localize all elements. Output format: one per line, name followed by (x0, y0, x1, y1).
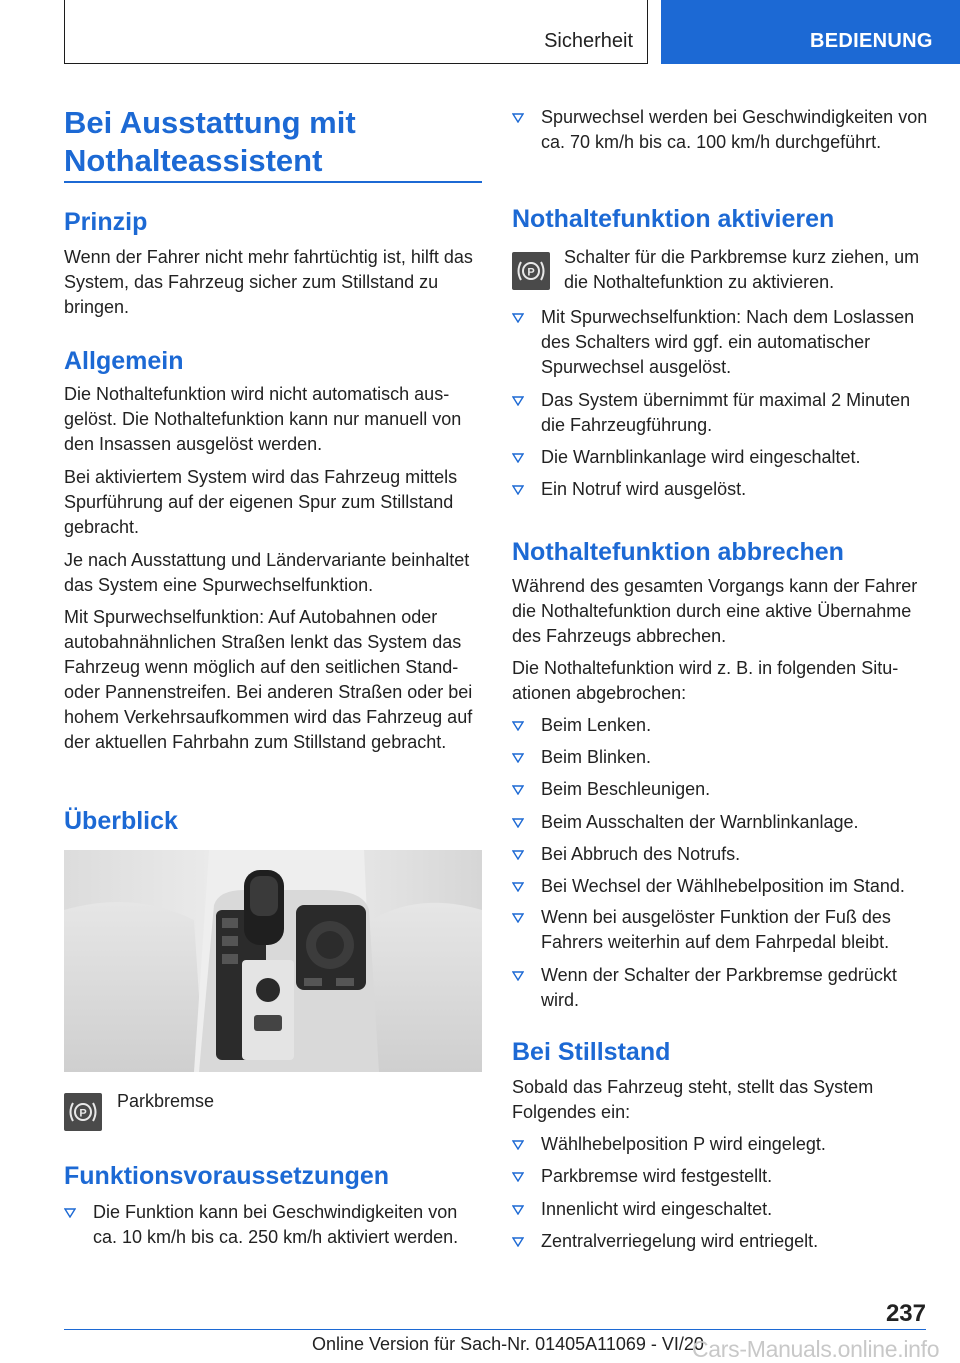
allgemein-paragraph-4: Mit Spurwechselfunktion: Auf Autobahnen oder autobahnähnlichen Straßen lenkt das System das Fahrzeug wenn möglich auf den seitlichen Stand- oder Pannenstreifen. Bei anderen Straßen oder bei hohem Verkehrsaufkommen wird das Fahrzeug auf der aktuellen Fahrbahn zum Stillstand gebracht. (64, 607, 473, 752)
list-item-text: Parkbremse wird festgestellt. (541, 1166, 773, 1186)
parking-brake-icon (512, 252, 550, 290)
triangle-bullet-icon (512, 388, 524, 413)
allgemein-paragraph-3: Je nach Ausstattung und Ländervariante beinhaltet das System eine Spurwechselfunktion. (64, 550, 470, 595)
header-chapter-label: BEDIENUNG (810, 30, 933, 52)
parking-brake-icon (64, 1093, 102, 1131)
list-item (512, 477, 932, 502)
heading-nothaltefunktion-abbrechen: Nothaltefunktion abbrechen (512, 538, 844, 566)
list-item-text: Wählhebelposition P wird eingelegt. (541, 1134, 826, 1154)
heading-allgemein: Allgemein (64, 347, 184, 375)
list-item (512, 905, 932, 955)
triangle-bullet-icon (512, 905, 524, 930)
triangle-bullet-icon (512, 874, 524, 899)
list-item (512, 1132, 932, 1157)
triangle-bullet-icon (512, 477, 524, 502)
triangle-bullet-icon (512, 305, 524, 330)
triangle-bullet-icon (512, 1164, 524, 1189)
triangle-bullet-icon (512, 777, 524, 802)
parkbremse-caption: Parkbremse (117, 1091, 215, 1111)
list-item-text: Beim Blinken. (541, 747, 652, 767)
triangle-bullet-icon (512, 1229, 524, 1254)
heading-bei-stillstand: Bei Stillstand (512, 1038, 671, 1066)
watermark: Cars-Manuals.online.info (692, 1336, 940, 1362)
list-item-text: Innenlicht wird eingeschaltet. (541, 1199, 773, 1219)
list-item (512, 842, 932, 867)
list-item-text: Wenn bei ausgelöster Funktion der Fuß des Fahrers weiterhin auf dem Fahrpedal bleibt. (541, 907, 891, 952)
list-item (512, 1164, 932, 1189)
page-title-line2: Nothalteassistent (64, 143, 323, 178)
list-item (512, 745, 932, 770)
heading-nothaltefunktion-aktivieren: Nothaltefunktion aktivieren (512, 205, 835, 233)
list-item (512, 388, 932, 438)
triangle-bullet-icon (512, 810, 524, 835)
list-item (512, 713, 932, 738)
list-item-text: Bei Wechsel der Wählhebelposition im Stand. (541, 876, 905, 896)
list-item (512, 445, 932, 470)
header-chapter-tab (661, 0, 960, 64)
heading-ueberblick: Überblick (64, 807, 178, 835)
triangle-bullet-icon (64, 1200, 76, 1225)
triangle-bullet-icon (512, 713, 524, 738)
list-item-text: Wenn der Schalter der Parkbremse gedrückt wird. (541, 965, 897, 1010)
list-item (512, 1197, 932, 1222)
list-item-text: Beim Lenken. (541, 715, 652, 735)
stillstand-paragraph: Sobald das Fahrzeug steht, stellt das System Folgendes ein: (512, 1077, 874, 1122)
footer-divider (64, 1329, 926, 1330)
abbrechen-paragraph-2: Die Nothaltefunktion wird z. B. in folgenden Situationen abgebrochen: (512, 658, 899, 703)
svg-text:P: P (527, 266, 535, 279)
triangle-bullet-icon (512, 1197, 524, 1222)
page-title-line1: Bei Ausstattung mit (64, 105, 356, 140)
list-item (64, 1200, 482, 1250)
list-item-text: Die Funktion kann bei Geschwindigkeiten von ca. 10 km/h bis ca. 250 km/h aktiviert werden. (93, 1202, 459, 1247)
triangle-bullet-icon (512, 105, 524, 130)
prinzip-text: Wenn der Fahrer nicht mehr fahrtüchtig ist, hilft das System, das Fahrzeug sicher zum Stillstand zu bringen. (64, 247, 473, 317)
list-item-text: Beim Ausschalten der Warnblinkanlage. (541, 812, 859, 832)
list-item-text: Die Warnblinkanlage wird eingeschaltet. (541, 447, 861, 467)
list-item-text: Mit Spurwechselfunktion: Nach dem Loslassen des Schalters wird ggf. ein automatischer Spurwechsel ausgelöst. (541, 307, 915, 377)
aktivieren-instruction: Schalter für die Parkbremse kurz ziehen, um die Nothaltefunktion zu aktivieren. (564, 247, 920, 292)
list-item-text: Beim Beschleunigen. (541, 779, 711, 799)
abbrechen-paragraph-1: Während des gesamten Vorgangs kann der Fahrer die Nothaltefunktion durch eine aktive Übernahme des Fahrzeugs abbrechen. (512, 576, 918, 646)
allgemein-paragraph-2: Bei aktiviertem System wird das Fahrzeug mittels Spurführung auf der eigenen Spur zum Stillstand gebracht. (64, 467, 458, 537)
heading-prinzip: Prinzip (64, 208, 148, 236)
heading-funktionsvoraussetzungen: Funktionsvoraussetzungen (64, 1162, 390, 1190)
title-underline (64, 181, 482, 183)
list-item (512, 305, 932, 380)
page-title (64, 104, 356, 180)
list-item (512, 105, 932, 155)
list-item-text: Bei Abbruch des Notrufs. (541, 844, 741, 864)
list-item (512, 874, 932, 899)
header-section-label: Sicherheit (544, 30, 633, 52)
list-item (512, 963, 932, 1013)
triangle-bullet-icon (512, 445, 524, 470)
list-item-text: Spurwechsel werden bei Geschwindigkeiten von ca. 70 km/h bis ca. 100 km/h durchgeführt. (541, 107, 928, 152)
online-version-note: Online Version für Sach-Nr. 01405A11069 - VI/20 (312, 1334, 704, 1354)
svg-text:P: P (79, 1107, 87, 1120)
list-item-text: Ein Notruf wird ausgelöst. (541, 479, 747, 499)
triangle-bullet-icon (512, 963, 524, 988)
list-item-text: Zentralverriegelung wird entriegelt. (541, 1231, 819, 1251)
center-console-photo (64, 850, 482, 1072)
page-number: 237 (885, 1300, 926, 1327)
header-section-tab (64, 0, 648, 64)
triangle-bullet-icon (512, 842, 524, 867)
list-item (512, 810, 932, 835)
triangle-bullet-icon (512, 1132, 524, 1157)
list-item (512, 1229, 932, 1254)
triangle-bullet-icon (512, 745, 524, 770)
allgemein-paragraph-1: Die Nothaltefunktion wird nicht automatisch ausgelöst. Die Nothaltefunktion kann nur manuell von den Insassen ausgelöst werden. (64, 384, 462, 454)
list-item-text: Das System übernimmt für maximal 2 Minuten die Fahrzeugführung. (541, 390, 911, 435)
list-item (512, 777, 932, 802)
